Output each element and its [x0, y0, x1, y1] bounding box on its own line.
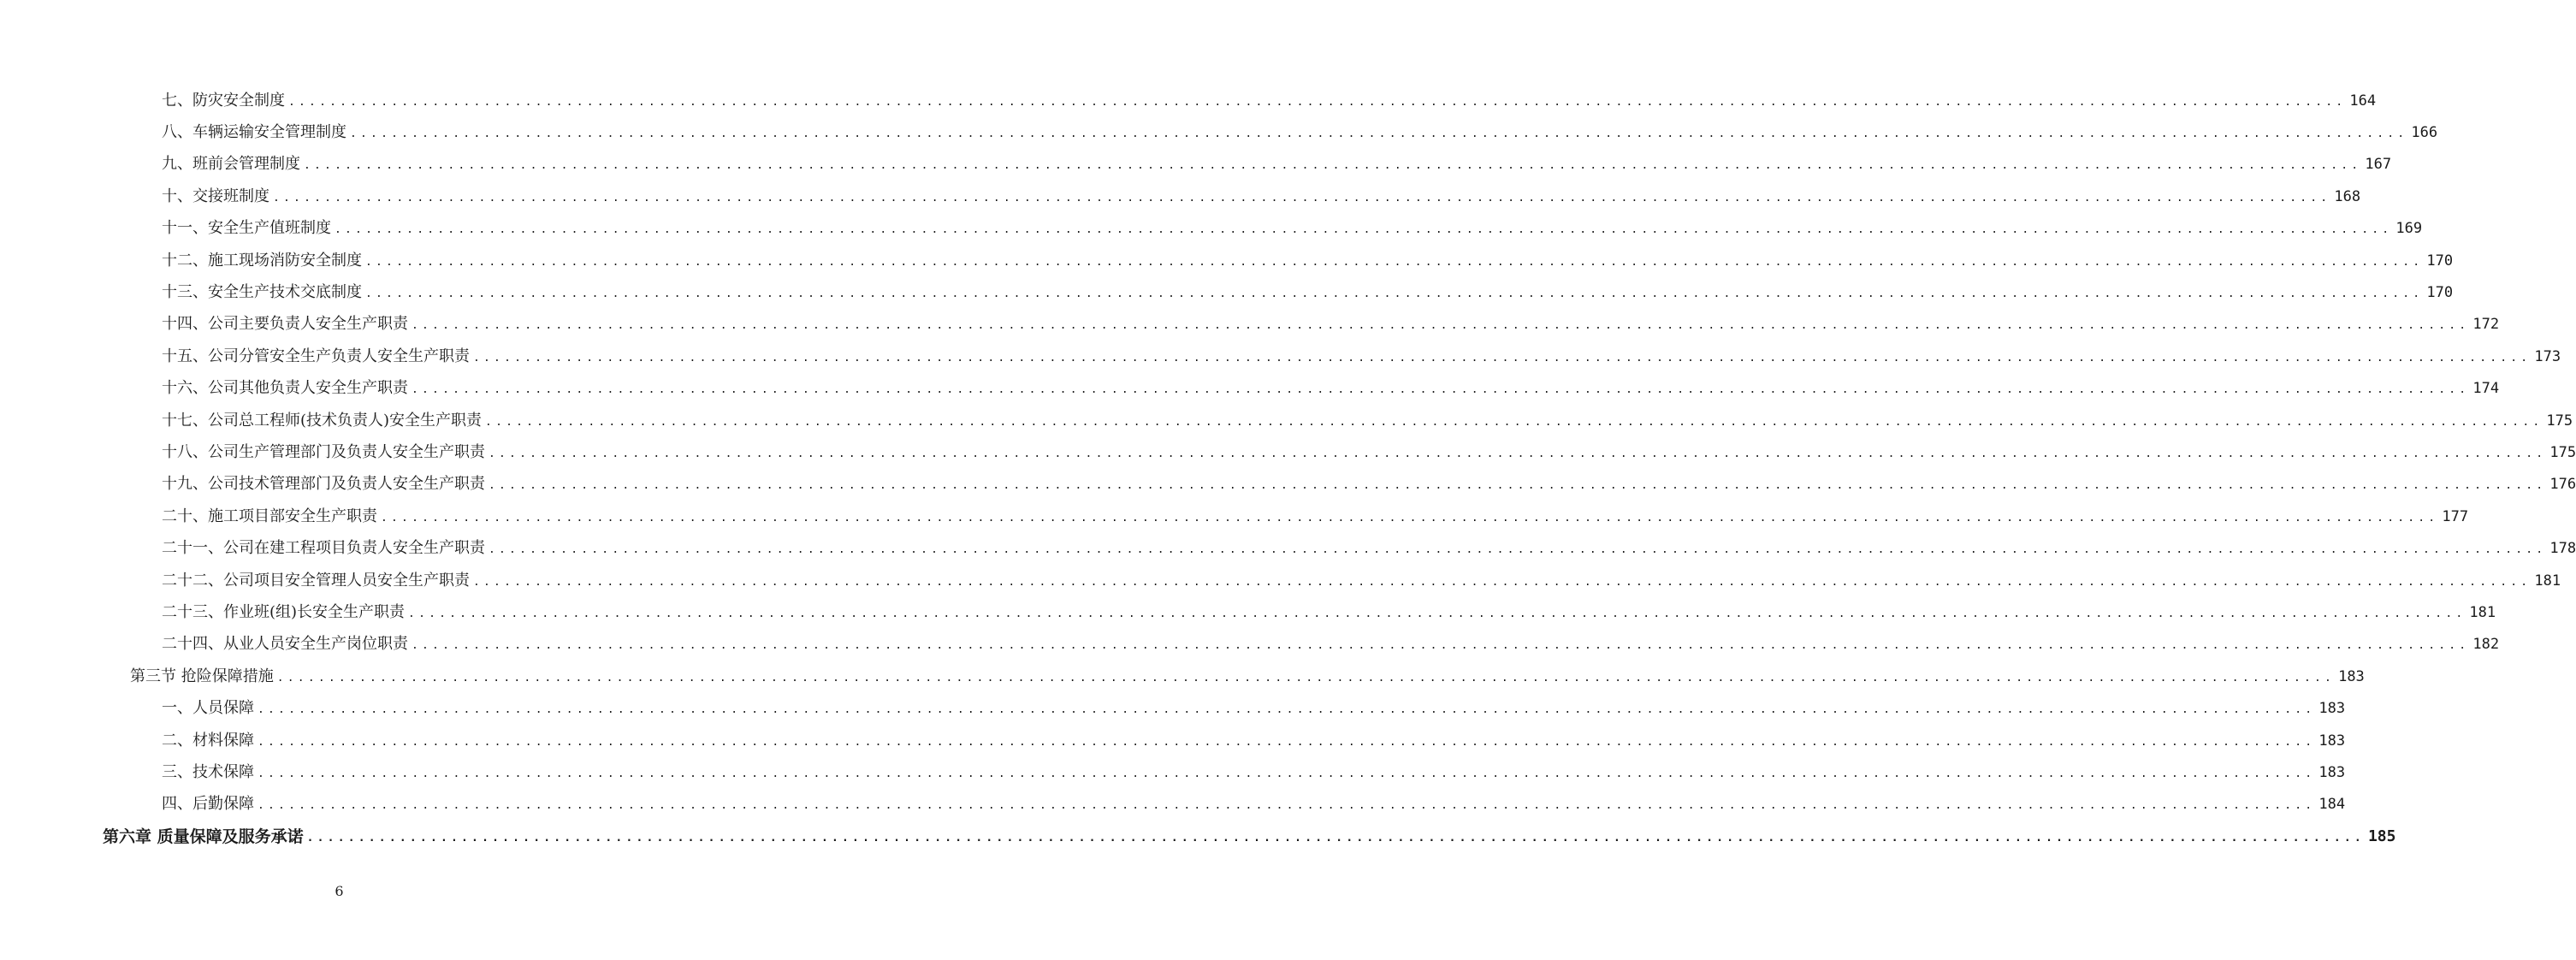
dot-leader: ........................................................................................................................................................................................................: [258, 735, 2316, 749]
toc-entry[interactable]: [0, 469, 2576, 501]
toc-entry-title: 十四、公司主要负责人安全生产职责: [162, 315, 408, 334]
toc-entry-title: 二十四、从业人员安全生产岗位职责: [162, 635, 408, 654]
toc-entry-title: 十三、安全生产技术交底制度: [162, 283, 362, 302]
toc-entry-page: 178: [2549, 540, 2576, 558]
toc-entry[interactable]: [0, 789, 2346, 821]
toc-entry-title: 十一、安全生产值班制度: [162, 219, 331, 238]
table-of-contents: [0, 85, 2576, 852]
toc-entry[interactable]: [0, 692, 2346, 724]
toc-entry-title: 十五、公司分管安全生产负责人安全生产职责: [162, 347, 470, 365]
dot-leader: ........................................................................................................................................................................................................: [381, 511, 2439, 524]
toc-entry[interactable]: [0, 116, 2438, 148]
toc-entry-title: 十六、公司其他负责人安全生产职责: [162, 379, 408, 398]
toc-entry-title: 九、班前会管理制度: [162, 155, 300, 174]
toc-entry-page: 164: [2349, 92, 2377, 110]
toc-chapter-entry[interactable]: [0, 821, 2396, 852]
toc-entry[interactable]: [0, 373, 2500, 405]
toc-entry-title: 二十一、公司在建工程项目负责人安全生产职责: [162, 539, 485, 558]
toc-entry-page: 168: [2334, 187, 2361, 205]
toc-entry-title: 十七、公司总工程师(技术负责人)安全生产职责: [162, 411, 483, 430]
toc-entry-title: 二十三、作业班(组)长安全生产职责: [162, 602, 406, 621]
toc-entry-title: 二十二、公司项目安全管理人员安全生产职责: [162, 571, 470, 590]
toc-entry[interactable]: [0, 405, 2573, 436]
toc-entry[interactable]: [0, 532, 2576, 564]
toc-entry[interactable]: [0, 276, 2454, 308]
toc-entry-title: 三、技术保障: [162, 762, 254, 781]
toc-entry-title: 第三节 抢险保障措施: [130, 667, 274, 685]
toc-entry-page: 173: [2534, 347, 2561, 365]
toc-entry[interactable]: [0, 149, 2392, 181]
dot-leader: ........................................................................................................................................................................................................: [412, 319, 2470, 333]
dot-leader: ........................................................................................................................................................................................................: [258, 799, 2316, 813]
dot-leader: ........................................................................................................................................................................................................: [273, 191, 2331, 204]
toc-section-entry[interactable]: [0, 661, 2365, 692]
toc-entry[interactable]: [0, 213, 2423, 245]
toc-entry[interactable]: [0, 181, 2361, 212]
toc-entry-page: 175: [2546, 412, 2573, 430]
dot-leader: ........................................................................................................................................................................................................: [489, 543, 2547, 557]
toc-entry-page: 169: [2395, 220, 2423, 238]
dot-leader: ........................................................................................................................................................................................................: [306, 831, 2365, 844]
dot-leader: ........................................................................................................................................................................................................: [365, 255, 2424, 269]
dot-leader: ........................................................................................................................................................................................................: [489, 447, 2547, 460]
toc-entry[interactable]: [0, 309, 2500, 341]
toc-entry[interactable]: [0, 756, 2346, 788]
toc-entry[interactable]: [0, 596, 2496, 628]
toc-entry-page: 183: [2318, 763, 2346, 781]
toc-entry-page: 184: [2318, 796, 2346, 814]
toc-entry-page: 167: [2365, 156, 2392, 174]
toc-entry[interactable]: [0, 565, 2561, 596]
toc-entry-page: 175: [2549, 443, 2576, 461]
dot-leader: ........................................................................................................................................................................................................: [473, 575, 2532, 589]
toc-entry-page: 181: [2469, 603, 2496, 621]
toc-entry-page: 177: [2442, 507, 2469, 525]
toc-entry-page: 183: [2318, 700, 2346, 718]
toc-entry-page: 170: [2426, 252, 2454, 270]
toc-entry[interactable]: [0, 725, 2346, 756]
toc-entry-title: 二、材料保障: [162, 731, 254, 750]
dot-leader: ........................................................................................................................................................................................................: [276, 671, 2336, 684]
toc-entry-title: 一、人员保障: [162, 699, 254, 718]
toc-entry-title: 十二、施工现场消防安全制度: [162, 251, 362, 270]
toc-entry-title: 十、交接班制度: [162, 187, 269, 205]
toc-entry[interactable]: [0, 85, 2377, 116]
toc-entry[interactable]: [0, 341, 2561, 372]
toc-entry[interactable]: [0, 245, 2454, 276]
dot-leader: ........................................................................................................................................................................................................: [304, 159, 2362, 173]
dot-leader: ........................................................................................................................................................................................................: [485, 415, 2543, 429]
dot-leader: ........................................................................................................................................................................................................: [473, 351, 2532, 364]
dot-leader: ........................................................................................................................................................................................................: [258, 703, 2316, 717]
toc-entry-page: 170: [2426, 284, 2454, 302]
toc-entry-page: 176: [2549, 476, 2576, 494]
page-number: 6: [335, 883, 344, 899]
toc-entry-title: 七、防灾安全制度: [162, 91, 285, 110]
toc-entry-page: 183: [2338, 667, 2365, 685]
toc-entry[interactable]: [0, 629, 2500, 661]
dot-leader: ........................................................................................................................................................................................................: [258, 767, 2316, 780]
toc-entry-title: 十九、公司技术管理部门及负责人安全生产职责: [162, 475, 485, 494]
toc-entry-page: 174: [2472, 380, 2500, 398]
toc-entry-title: 十八、公司生产管理部门及负责人安全生产职责: [162, 442, 485, 461]
dot-leader: ........................................................................................................................................................................................................: [408, 607, 2466, 620]
toc-entry-page: 182: [2472, 636, 2500, 654]
toc-entry-page: 185: [2367, 827, 2396, 845]
toc-entry-title: 四、后勤保障: [162, 795, 254, 814]
dot-leader: ........................................................................................................................................................................................................: [365, 287, 2424, 301]
toc-entry-title: 第六章 质量保障及服务承诺: [103, 827, 304, 846]
dot-leader: ........................................................................................................................................................................................................: [288, 95, 2347, 109]
toc-entry-page: 183: [2318, 732, 2346, 750]
toc-entry-page: 172: [2472, 316, 2500, 334]
toc-entry-title: 二十、施工项目部安全生产职责: [162, 507, 377, 525]
dot-leader: ........................................................................................................................................................................................................: [489, 479, 2547, 493]
dot-leader: ........................................................................................................................................................................................................: [412, 383, 2470, 397]
dot-leader: ........................................................................................................................................................................................................: [412, 639, 2470, 653]
toc-entry-page: 181: [2534, 572, 2561, 590]
dot-leader: ........................................................................................................................................................................................................: [350, 127, 2408, 141]
dot-leader: ........................................................................................................................................................................................................: [335, 223, 2393, 237]
toc-entry-page: 166: [2411, 124, 2438, 142]
toc-entry[interactable]: [0, 501, 2469, 532]
toc-entry-title: 八、车辆运输安全管理制度: [162, 123, 346, 142]
toc-entry[interactable]: [0, 436, 2576, 468]
